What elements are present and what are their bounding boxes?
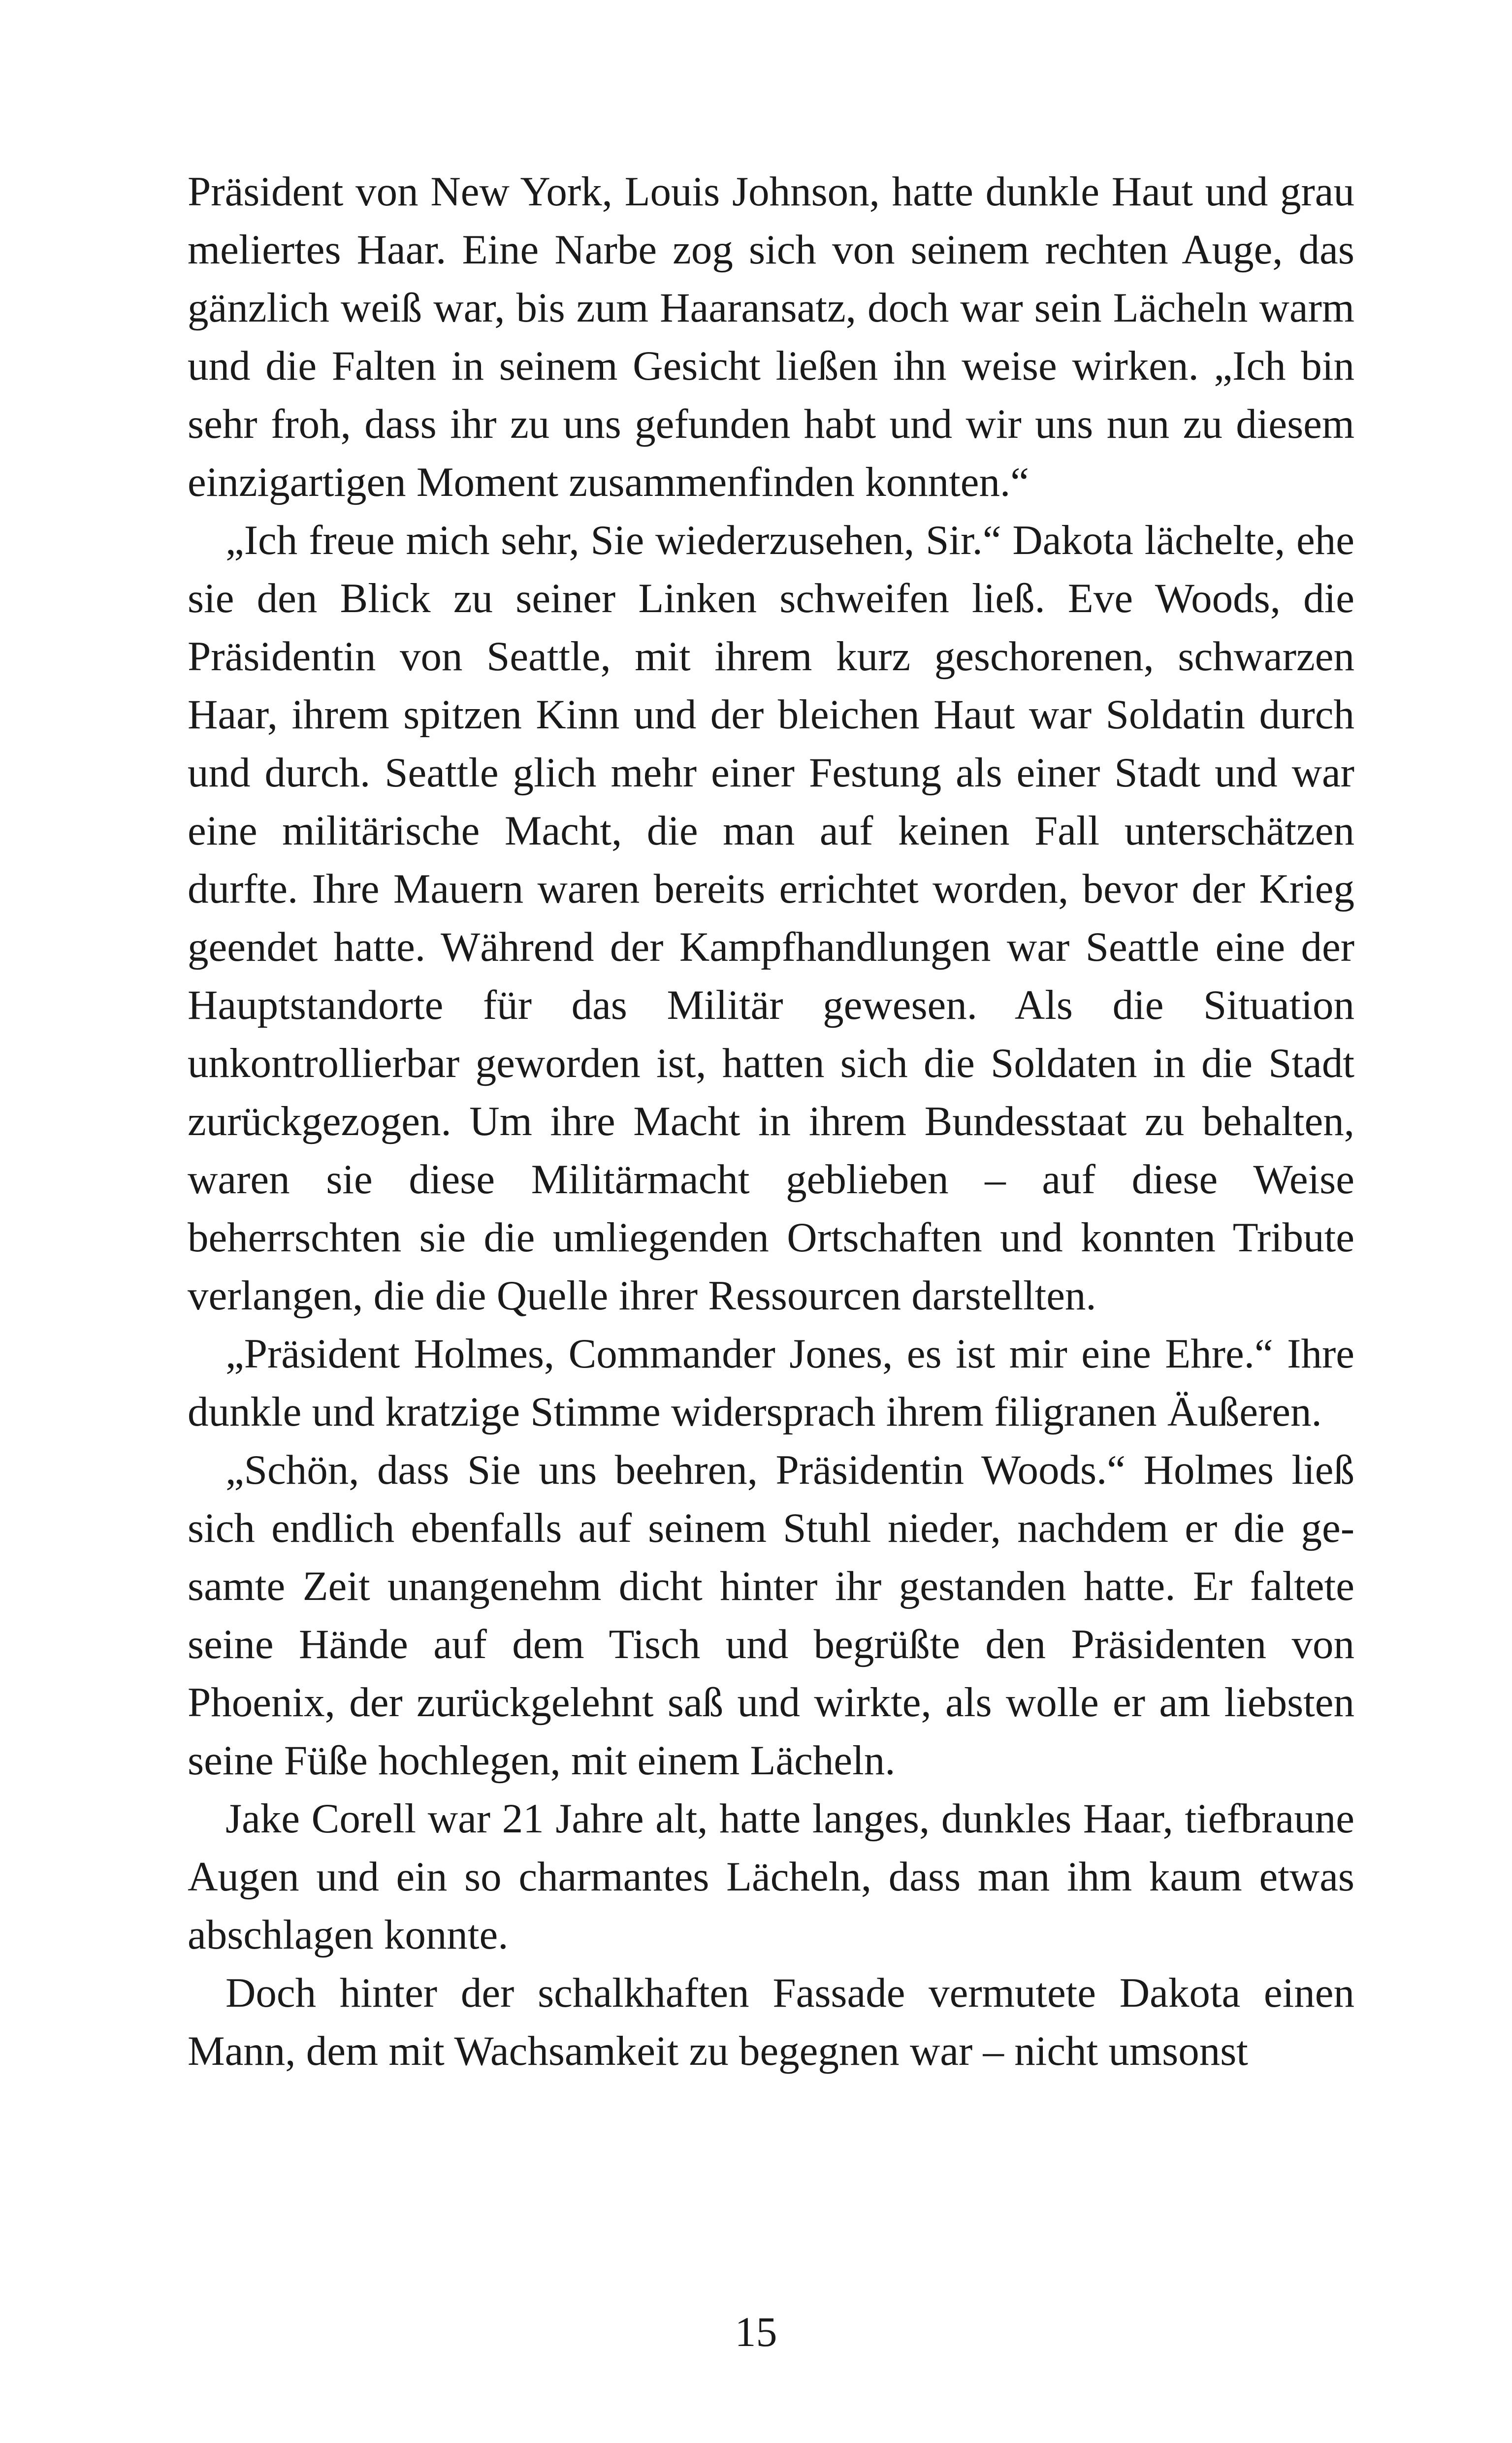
paragraph-1: Präsident von New York, Louis Johnson, hatte dunkle Haut und grau meliertes Haar. Eine Narbe zog sich von seinem rechten Auge, das gänzlich weiß war, bis zum Haaransatz, doch war sein Lächeln warm und die Falten in seinem Gesicht ließen ihn weise wirken. „Ich bin sehr froh, dass ihr zu uns gefunden habt und wir uns nun zu diesem einzigartigen Moment zusammenfinden konnten.“ xyxy=(188,168,1354,505)
paragraph-5: Jake Corell war 21 Jahre alt, hatte langes, dunkles Haar, tiefbraune Augen und ein so charmantes Lächeln, dass man ihm kaum etwas abschlagen konnte. xyxy=(188,1795,1354,1958)
paragraph-3: „Präsident Holmes, Commander Jones, es ist mir eine Ehre.“ Ihre dunkle und kratzige Stimme widersprach ihrem filigranen Äußeren. xyxy=(188,1331,1354,1435)
paragraph-2: „Ich freue mich sehr, Sie wiederzusehen, Sir.“ Dakota lächelte, ehe sie den Blick zu seiner Linken schweifen ließ. Eve Woods, die Präsidentin von Seattle, mit ihrem kurz geschorenen, schwarzen Haar, ihrem spitzen Kinn und der bleichen Haut war Soldatin durch und durch. Seattle glich mehr einer Festung als einer Stadt und war eine militärische Macht, die man auf keinen Fall unterschätzen durfte. Ihre Mauern waren bereits errichtet worden, bevor der Krieg geendet hatte. Während der Kampfhandlungen war Seattle eine der Hauptstandorte für das Militär gewesen. Als die Situation unkontrollierbar geworden ist, hatten sich die Soldaten in die Stadt zurückgezogen. Um ihre Macht in ihrem Bundesstaat zu behalten, waren sie diese Militärmacht geblieben – auf diese Weise beherrschten sie die umliegenden Ortschaften und konnten Tribute verlangen, die die Quelle ihrer Ressourcen darstellten. xyxy=(188,517,1354,1319)
paragraph-6: Doch hinter der schalkhaften Fassade vermutete Dakota einen Mann, dem mit Wachsamkeit zu begegnen war – nicht umsonst xyxy=(188,1970,1354,2074)
body-text xyxy=(188,163,1354,2080)
page-number: 15 xyxy=(735,2308,777,2355)
paragraph-4: „Schön, dass Sie uns beehren, Präsidentin Woods.“ Holmes ließ sich endlich ebenfalls auf seinem Stuhl nieder, nachdem er die gesamte Zeit unangenehm dicht hinter ihr gestanden hatte. Er faltete seine Hände auf dem Tisch und begrüßte den Präsidenten von Phoenix, der zurückgelehnt saß und wirkte, als wolle er am liebsten seine Füße hochlegen, mit einem Lächeln. xyxy=(188,1447,1354,1784)
